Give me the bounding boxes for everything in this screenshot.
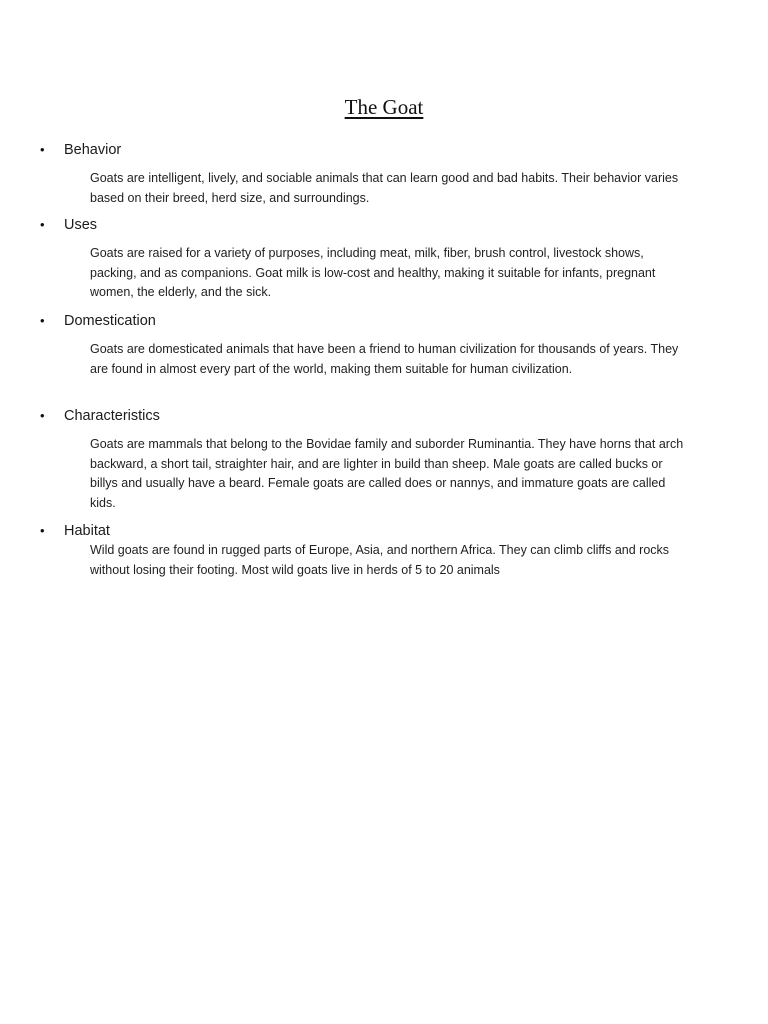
bullet-icon: • — [40, 408, 45, 423]
section-heading: Characteristics — [64, 408, 160, 424]
section-body: Goats are mammals that belong to the Bovidae family and suborder Ruminantia. They have horns that arch backward, a short tail, straighter hair, and are lighter in build than sheep. Male goats are called bucks or billys and usually have a beard. Female goats are called does or nannys, and immature goats are called kids. — [90, 437, 684, 510]
section-heading: Uses — [64, 217, 98, 233]
bullet-icon: • — [40, 142, 45, 157]
section-heading: Behavior — [64, 142, 122, 158]
section-body: Goats are domesticated animals that have been a friend to human civilization for thousands of years. They are found in almost every part of the world, making them suitable for human civilization. — [90, 342, 679, 376]
section-body: Goats are raised for a variety of purposes, including meat, milk, fiber, brush control, livestock shows, packing, and as companions. Goat milk is low-cost and healthy, making it suitable for infants, pregnant women, the elderly, and the sick. — [90, 246, 656, 299]
section-body: Goats are intelligent, lively, and sociable animals that can learn good and bad habits. Their behavior varies based on their breed, herd size, and surroundings. — [90, 171, 679, 205]
section-heading: Domestication — [64, 313, 156, 329]
document-title: The Goat — [344, 95, 424, 119]
bullet-icon: • — [40, 523, 45, 538]
bullet-icon: • — [40, 217, 45, 232]
bullet-icon: • — [40, 313, 45, 328]
section-heading: Habitat — [64, 523, 110, 539]
section-body: Wild goats are found in rugged parts of Europe, Asia, and northern Africa. They can climb cliffs and rocks without losing their footing. Most wild goats live in herds of 5 to 20 animals — [90, 543, 670, 577]
